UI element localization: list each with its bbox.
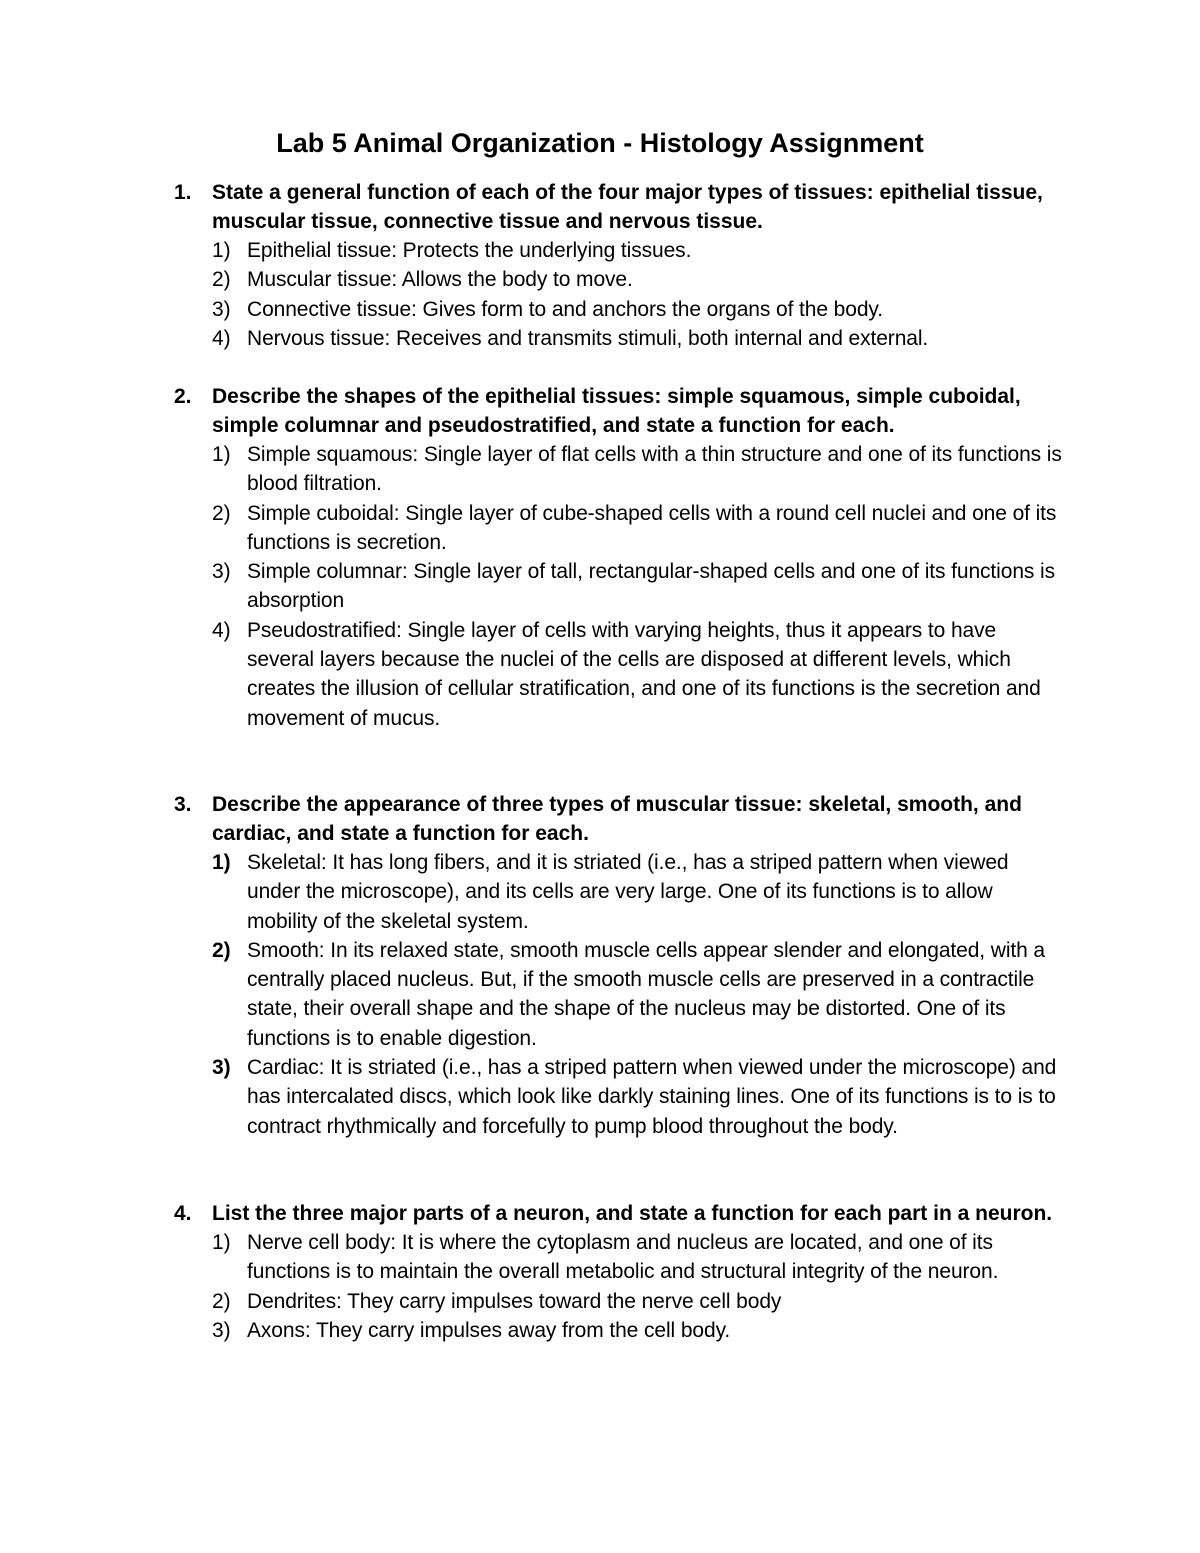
answer-marker: 2) (212, 268, 231, 292)
answer-text: Axons: They carry impulses away from the cell body. (247, 1318, 731, 1342)
answer-text: Nerve cell body: It is where the cytoplasm and nucleus are located, and one of its functions is to maintain the overall metabolic and structural integrity of the neuron. (247, 1231, 999, 1284)
answer-item (174, 236, 1064, 265)
answer-text: Nervous tissue: Receives and transmits stimuli, both internal and external. (247, 326, 929, 350)
answer-marker: 3) (212, 1056, 231, 1080)
answer-list (174, 848, 1064, 1141)
question-number: 1. (174, 181, 192, 204)
question-prompt (174, 1199, 1064, 1228)
question-1 (174, 178, 1064, 353)
document-title: Lab 5 Animal Organization - Histology Assignment (276, 128, 924, 158)
question-text: State a general function of each of the four major types of tissues: epithelial tissue, muscular tissue, connective tissue and nervous tissue. (212, 181, 1043, 233)
answer-marker: 2) (212, 1289, 231, 1313)
answer-item (174, 616, 1064, 733)
answer-marker: 1) (212, 239, 231, 262)
answer-text: Epithelial tissue: Protects the underlying tissues. (247, 239, 692, 262)
answer-item (174, 1287, 1064, 1316)
answer-marker: 1) (212, 443, 231, 466)
answer-text: Simple cuboidal: Single layer of cube-shaped cells with a round cell nuclei and one of its functions is secretion. (247, 501, 1057, 554)
answer-item (174, 324, 1064, 353)
answer-marker: 3) (212, 297, 231, 321)
question-text: List the three major parts of a neuron, and state a function for each part in a neuron. (212, 1202, 1053, 1225)
question-number: 3. (174, 793, 192, 816)
answer-marker: 4) (212, 618, 231, 642)
answer-text: Connective tissue: Gives form to and anchors the organs of the body. (247, 297, 883, 321)
question-prompt (174, 178, 1064, 236)
answer-item (174, 936, 1064, 1053)
question-4 (174, 1199, 1064, 1345)
answer-marker: 1) (212, 851, 231, 874)
answer-text: Pseudostratified: Single layer of cells with varying heights, thus it appears to have several layers because the nuclei of the cells are disposed at different levels, which creates the illusion of cellular stratification, and one of its functions is the secretion and movement of mucus. (247, 618, 1041, 730)
answer-text: Skeletal: It has long fibers, and it is striated (i.e., has a striped pattern when viewed under the microscope), and its cells are very large. One of its functions is to allow mobility of the skeletal system. (247, 851, 1009, 933)
question-text: Describe the appearance of three types of muscular tissue: skeletal, smooth, and cardiac, and state a function for each. (212, 793, 1022, 845)
answer-marker: 1) (212, 1231, 231, 1254)
answer-text: Simple columnar: Single layer of tall, rectangular-shaped cells and one of its functions is absorption (247, 560, 1055, 613)
answer-text: Smooth: In its relaxed state, smooth muscle cells appear slender and elongated, with a centrally placed nucleus. But, if the smooth muscle cells are preserved in a contractile state, their overall shape and the shape of the nucleus may be distorted. One of its functions is to enable digestion. (247, 938, 1046, 1050)
question-3 (174, 790, 1064, 1141)
answer-marker: 2) (212, 938, 231, 962)
answer-text: Dendrites: They carry impulses toward the nerve cell body (247, 1289, 782, 1313)
answer-item (174, 1053, 1064, 1141)
answer-item (174, 499, 1064, 558)
answer-item (174, 295, 1064, 324)
answer-marker: 2) (212, 501, 231, 525)
question-prompt (174, 790, 1064, 848)
question-2 (174, 382, 1064, 733)
answer-list (174, 440, 1064, 733)
answer-item (174, 440, 1064, 499)
answer-marker: 3) (212, 1318, 231, 1342)
answer-marker: 3) (212, 560, 231, 584)
answer-item (174, 848, 1064, 936)
question-number: 4. (174, 1202, 192, 1225)
question-number: 2. (174, 385, 192, 408)
answer-list (174, 236, 1064, 353)
answer-list (174, 1228, 1064, 1345)
question-prompt (174, 382, 1064, 440)
answer-item (174, 557, 1064, 616)
answer-item (174, 1228, 1064, 1287)
answer-item (174, 265, 1064, 294)
answer-marker: 4) (212, 326, 231, 350)
answer-item (174, 1316, 1064, 1345)
answer-text: Simple squamous: Single layer of flat cells with a thin structure and one of its functions is blood filtration. (247, 443, 1062, 496)
question-text: Describe the shapes of the epithelial tissues: simple squamous, simple cuboidal, simple columnar and pseudostratified, and state a function for each. (212, 385, 1021, 437)
answer-text: Muscular tissue: Allows the body to move. (247, 268, 633, 292)
answer-text: Cardiac: It is striated (i.e., has a striped pattern when viewed under the microscope) and has intercalated discs, which look like darkly staining lines. One of its functions is to is to contract rhythmically and forcefully to pump blood throughout the body. (247, 1056, 1057, 1138)
